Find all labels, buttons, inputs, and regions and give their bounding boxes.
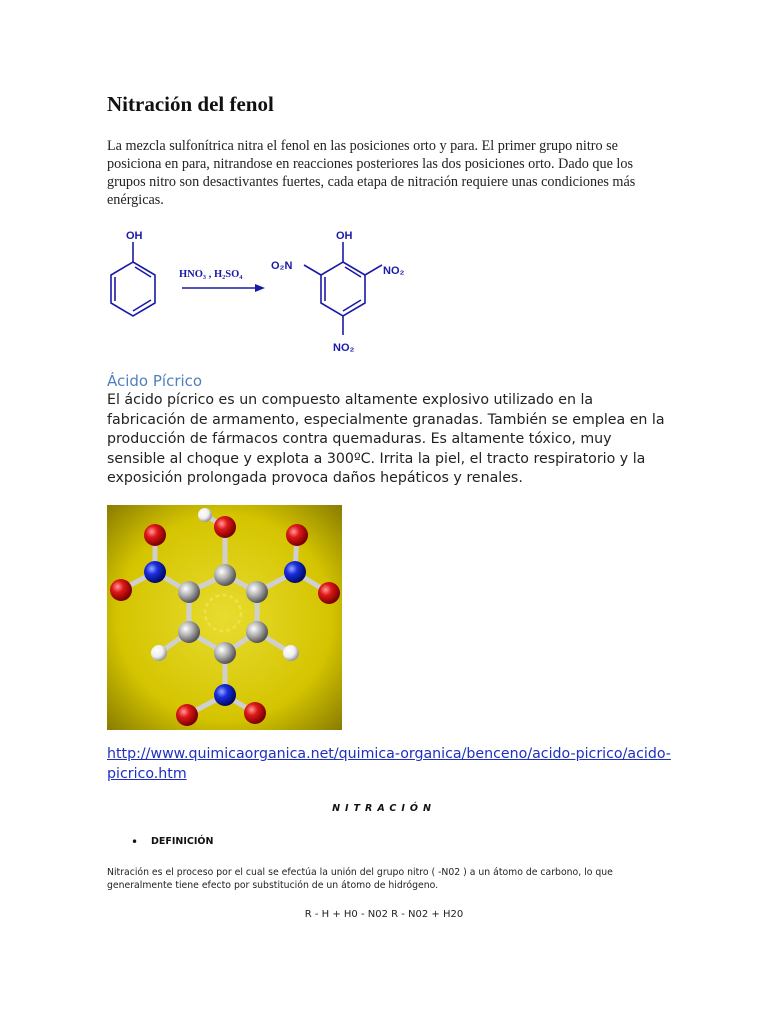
product-oh-label: OH — [336, 230, 353, 242]
phenol-oh-label: OH — [126, 230, 143, 242]
nitration-equation: R - H + H0 - N02 R - N02 + H20 — [304, 909, 464, 920]
product-no2-bottom-label: NO₂ — [333, 342, 355, 354]
nitration-reaction-diagram — [100, 220, 430, 360]
product-o2n-label: O₂N — [271, 260, 293, 272]
reagents-label: HNO₃ , H₂SO₄ — [179, 269, 243, 280]
picric-acid-3d-model-image — [107, 505, 342, 730]
reaction-arrow — [182, 284, 265, 292]
section-heading-acido-picrico: Ácido Pícrico — [107, 372, 203, 390]
product-no2-right-label: NO₂ — [383, 265, 405, 277]
page-title: Nitración del fenol — [107, 92, 274, 116]
intro-paragraph: La mezcla sulfonítrica nitra el fenol en las posiciones orto y para. El primer grupo nitro se posiciona en para, nitrandose en reacciones posteriores las dos posiciones orto. Dado que los grupos nitro son desactivantes fuertes, cada etapa de nitración requiere unas condiciones más enérgicas. — [107, 138, 636, 208]
picric-acid-description: El ácido pícrico es un compuesto altamente explosivo utilizado en la fabricación de armamento, especialmente granadas. También se emplea en la producción de fármacos contra quemaduras. Es altamente tóxico, muy sensible al choque y explota a 300ºC. Irrita la piel, el tracto respiratorio y la exposición prolongada provoca daños hepáticos y renales. — [107, 392, 665, 487]
phenol-structure — [111, 242, 155, 316]
picric-acid-structure — [304, 242, 382, 335]
source-link[interactable]: http://www.quimicaorganica.net/quimica-organica/benceno/acido-picrico/acido-picrico.htm — [107, 746, 671, 782]
bullet-icon: • — [131, 835, 139, 849]
definition-paragraph: Nitración es el proceso por el cual se efectúa la unión del grupo nitro ( -N02 ) a un átomo de carbono, lo que generalmente tiene efecto por substitución de un átomo de hidrógeno. — [107, 867, 613, 891]
nitracion-heading: NITRACIÓN — [332, 803, 436, 814]
definicion-label: DEFINICIÓN — [151, 836, 214, 847]
